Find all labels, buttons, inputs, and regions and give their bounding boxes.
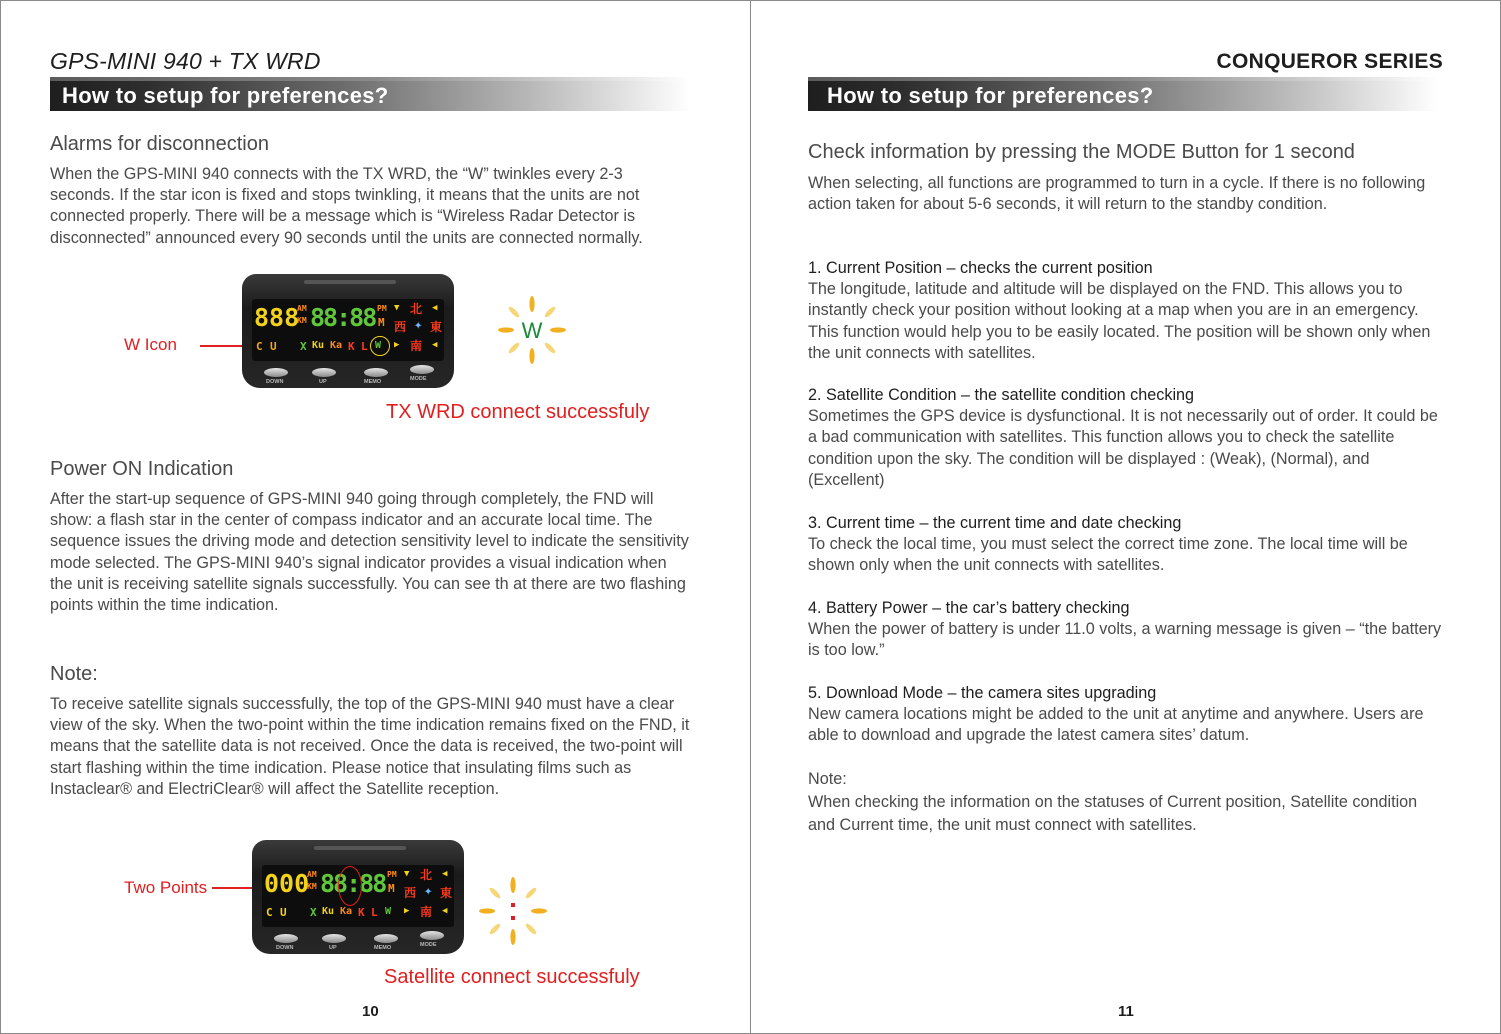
- band-ku: Ku: [312, 340, 325, 351]
- am-label: AM: [297, 304, 307, 313]
- down-button: [264, 368, 288, 377]
- item-battery-power: [808, 598, 1448, 662]
- mode-button: [420, 931, 444, 940]
- clock-digits: 88:88: [320, 869, 386, 898]
- compass-north: 北: [420, 868, 433, 882]
- two-points-twinkle-burst-icon: [478, 876, 548, 946]
- burst-ray-sw: [488, 922, 501, 935]
- device-screen: [262, 865, 454, 927]
- pm-label: PM: [377, 304, 387, 313]
- arrow-sw: ▶: [404, 906, 410, 916]
- item-title: 4. Battery Power – the car’s battery checking: [808, 599, 1130, 617]
- band-u: U: [270, 340, 277, 353]
- burst-ray-n: [529, 296, 534, 312]
- item-current-time: [808, 513, 1448, 577]
- band-ka: Ka: [330, 340, 343, 351]
- paragraph-alarms: When the GPS-MINI 940 connects with the TX WRD, the “W” twinkles every 2-3 seconds. If the star icon is fixed and stops twinkling, it means that the units are not connected properly. There will be a message which is “Wireless Radar Detector is disconnected” announced every 90 seconds until the units are connected normally.: [50, 165, 643, 247]
- mode-label: MODE: [410, 376, 427, 382]
- paragraph-note-left: To receive satellite signals successfully, the top of the GPS-MINI 940 must have a clear view of the sky. When the two-point within the time indication remains fixed on the FND, it means that the satellite data is not received. Once the data is received, the two-point will start flashing within the time indication. Please notice that insulating films such as Instaclear® and ElectriClear® will affect the Satellite reception.: [50, 695, 690, 798]
- down-button: [274, 934, 298, 943]
- up-label: UP: [329, 945, 337, 951]
- memo-label: MEMO: [364, 379, 382, 385]
- banner-title: How to setup for preferences?: [62, 83, 389, 108]
- band-x: X: [300, 340, 307, 353]
- paragraph-power-on: After the start-up sequence of GPS-MINI 940 going through completely, the FND will show: a flash star in the center of compass indicator and an accurate local time. The sequence issues the driving mode and detection sensitivity level to indicate the sensitivity mode selected. The GPS-MINI 940’s signal indicator provides a visual indication when the unit is receiving satellite signals successfully. You can see th at there are two flashing points within the time indication.: [50, 490, 689, 615]
- km-label: KM: [297, 316, 307, 325]
- figure2-caption: Satellite connect successfuly: [384, 966, 640, 988]
- compass-north: 北: [410, 302, 423, 316]
- item-current-position: [808, 258, 1448, 364]
- digits-left: 000: [264, 869, 310, 898]
- m-label: M: [388, 882, 395, 895]
- down-label: DOWN: [266, 379, 284, 385]
- band-u: U: [280, 906, 287, 919]
- arrow-nw: ▼: [394, 303, 400, 313]
- heading-mode-check: Check information by pressing the MODE Button for 1 second: [808, 141, 1355, 163]
- figure1-caption: TX WRD connect successfuly: [386, 401, 650, 423]
- burst-ray-sw: [507, 341, 520, 354]
- w-twinkle-burst-icon: [497, 295, 567, 365]
- heading-note-left: Note:: [50, 663, 98, 685]
- band-c: C: [266, 906, 273, 919]
- heading-power-on: Power ON Indication: [50, 458, 234, 480]
- item-body: The longitude, latitude and altitude will be displayed on the FND. This allows you to instantly check your position without looking at a map when you are in an emergency. This function would help you to be easily located. The position will be shown only when the unit connects with satellites.: [808, 280, 1431, 362]
- note-label: Note:: [808, 770, 847, 788]
- burst-ray-w: [498, 327, 514, 332]
- burst-ray-ne: [524, 886, 537, 899]
- band-x: X: [310, 906, 317, 919]
- burst-ray-e: [550, 327, 566, 332]
- device-screen: [252, 299, 444, 361]
- page-spine: [750, 0, 751, 1034]
- arrow-se: ◀: [442, 906, 448, 916]
- arrow-sw: ▶: [394, 340, 400, 350]
- compass-south: 南: [410, 339, 423, 353]
- clock-digits: 88:88: [310, 303, 376, 332]
- pm-label: PM: [387, 870, 397, 879]
- heading-alarms: Alarms for disconnection: [50, 133, 269, 155]
- mode-button: [410, 365, 434, 374]
- burst-ray-ne: [543, 305, 556, 318]
- arrow-ne: ◀: [442, 869, 448, 879]
- burst-ray-nw: [488, 886, 501, 899]
- item-title: 5. Download Mode – the camera sites upgrading: [808, 684, 1157, 702]
- item-body: When the power of battery is under 11.0 volts, a warning message is given – “the battery is too low.”: [808, 620, 1442, 660]
- flash-point-top: [511, 903, 515, 907]
- km-label: KM: [307, 882, 317, 891]
- band-k: K: [358, 906, 365, 919]
- burst-ray-se: [524, 922, 537, 935]
- burst-ray-n: [510, 877, 515, 893]
- two-points-callout: Two Points: [124, 878, 208, 897]
- compass-east: 東: [430, 320, 443, 334]
- item-body: Sometimes the GPS device is dysfunctional. It is not necessarily out of order. It could be a bad communication with satellites. This function allows you to check the satellite condition upon the sky. The condition will be displayed : (Weak), (Normal), and (Excellent): [808, 407, 1438, 489]
- arrow-ne: ◀: [432, 303, 438, 313]
- burst-ray-w: [479, 908, 495, 913]
- paragraph-intro: When selecting, all functions are programmed to turn in a cycle. If there is no following action taken for about 5-6 seconds, it will return to the standby condition.: [808, 174, 1426, 214]
- burst-ray-nw: [507, 305, 520, 318]
- band-ku: Ku: [322, 906, 335, 917]
- compass-east: 東: [440, 886, 453, 900]
- mode-label: MODE: [420, 942, 437, 948]
- m-label: M: [378, 316, 385, 329]
- device-slot: [304, 280, 396, 284]
- device-illustration-1: [242, 274, 454, 388]
- note-right: [808, 768, 1448, 837]
- item-title: 3. Current time – the current time and date checking: [808, 514, 1182, 532]
- w-icon-callout: W Icon: [124, 335, 177, 354]
- down-label: DOWN: [276, 945, 294, 951]
- banner-title: How to setup for preferences?: [827, 83, 1154, 108]
- arrow-nw: ▼: [404, 869, 410, 879]
- band-c: C: [256, 340, 263, 353]
- memo-label: MEMO: [374, 945, 392, 951]
- burst-w-letter: W: [521, 318, 543, 343]
- band-ka: Ka: [340, 906, 353, 917]
- model-title: GPS-MINI 940 + TX WRD: [50, 48, 321, 74]
- band-w: W: [375, 340, 382, 351]
- item-satellite-condition: [808, 385, 1448, 491]
- band-w: W: [385, 906, 392, 917]
- arrow-se: ◀: [432, 340, 438, 350]
- up-button: [322, 934, 346, 943]
- item-title: 2. Satellite Condition – the satellite condition checking: [808, 386, 1195, 404]
- item-body: New camera locations might be added to the unit at anytime and anywhere. Users are able to download and upgrade the latest camera sites’ datum.: [808, 705, 1424, 745]
- device-slot: [314, 846, 406, 850]
- burst-ray-s: [510, 929, 515, 945]
- note-body: When checking the information on the statuses of Current position, Satellite condition and Current time, the unit must connect with satellites.: [808, 793, 1418, 834]
- compass-star-icon: ✦: [414, 317, 423, 333]
- band-k: K: [348, 340, 355, 353]
- item-title: 1. Current Position – checks the current position: [808, 259, 1153, 277]
- series-title: CONQUEROR SERIES: [1216, 50, 1443, 73]
- burst-ray-e: [531, 908, 547, 913]
- burst-ray-se: [543, 341, 556, 354]
- memo-button: [364, 368, 388, 377]
- section-banner-right: [808, 77, 1438, 111]
- band-l: L: [371, 906, 378, 919]
- compass-west: 西: [404, 886, 417, 900]
- two-points-highlight: [338, 866, 362, 906]
- section-banner-left: [50, 77, 690, 111]
- compass-south: 南: [420, 905, 433, 919]
- flash-point-bottom: [511, 916, 515, 920]
- up-button: [312, 368, 336, 377]
- page-number-right: 11: [1118, 1003, 1134, 1020]
- compass-star-icon: ✦: [424, 883, 433, 899]
- memo-button: [374, 934, 398, 943]
- digits-left: 888: [254, 303, 300, 332]
- item-download-mode: [808, 683, 1448, 747]
- item-body: To check the local time, you must select the correct time zone. The local time will be shown only when the unit connects with satellites.: [808, 535, 1408, 575]
- compass-west: 西: [394, 320, 407, 334]
- page-number-left: 10: [362, 1003, 379, 1020]
- burst-ray-s: [529, 348, 534, 364]
- am-label: AM: [307, 870, 317, 879]
- band-l: L: [361, 340, 368, 353]
- up-label: UP: [319, 379, 327, 385]
- device-illustration-2: [252, 840, 464, 954]
